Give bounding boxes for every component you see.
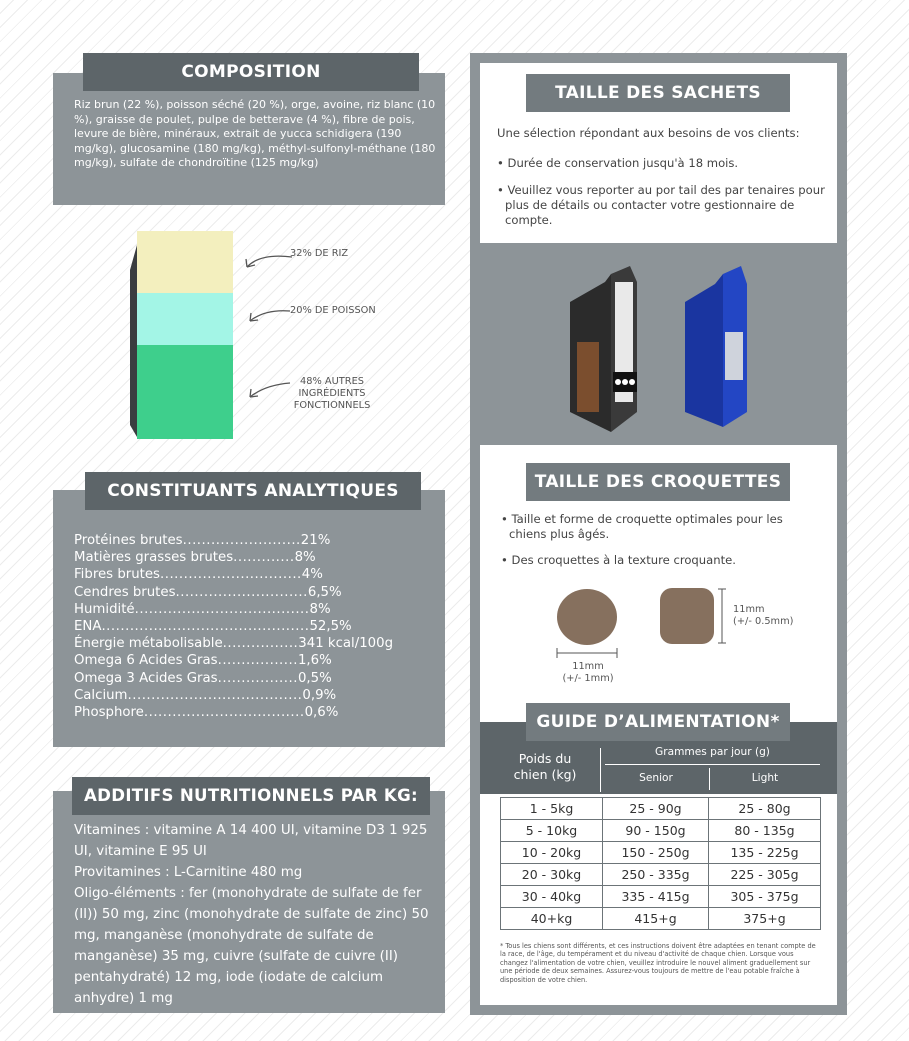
bag-black-white-icon bbox=[570, 266, 637, 432]
analytique-row bbox=[74, 549, 439, 566]
sachets-bullet-1: • Durée de conservation jusqu'à 18 mois. bbox=[497, 156, 739, 170]
analytique-value: 0,9% bbox=[302, 687, 337, 703]
analytique-row bbox=[74, 584, 439, 601]
analytique-dots: ................. bbox=[217, 653, 298, 669]
analytique-row bbox=[74, 601, 439, 618]
analytique-dots: ..................................... bbox=[127, 687, 303, 703]
sachets-title: TAILLE DES SACHETS bbox=[526, 74, 790, 112]
ingredient-bag-chart bbox=[120, 225, 420, 450]
analytique-row bbox=[74, 704, 439, 721]
analytique-value: 0,5% bbox=[297, 670, 332, 686]
bag-segment-riz bbox=[137, 231, 233, 293]
table-row bbox=[501, 864, 821, 886]
croquettes-bullet-1: • Taille et forme de croquette optimales pour les chiens plus âgés. bbox=[501, 512, 783, 541]
guide-footnote: * Tous les chiens sont différents, et ces instructions doivent être adaptées en tenant compte de la race, de l'âge, du tempérament et du niveau d'activité de chaque chien. Lorsque vous changez l'alimentation de votre chien, veuillez introduire le nouvel aliment graduellement sur une période de deux semaines. Assurez-vous toujours de mettre de l'eau potable fraîche à disposition de votre chien. bbox=[500, 942, 816, 984]
analytique-row bbox=[74, 670, 439, 687]
analytique-row bbox=[74, 652, 439, 669]
guide-col-senior: Senior bbox=[639, 772, 673, 784]
table-row bbox=[501, 908, 821, 930]
analytique-dots: ............................ bbox=[175, 584, 308, 600]
analytique-dots: ............. bbox=[233, 550, 295, 566]
cell-light: 25 - 80g bbox=[709, 798, 821, 820]
analytique-label: Protéines brutes bbox=[74, 533, 183, 548]
bag-images bbox=[565, 262, 765, 432]
analytique-dots: ......................... bbox=[182, 533, 301, 548]
cell-senior: 335 - 415g bbox=[603, 886, 709, 908]
analytiques-title: CONSTITUANTS ANALYTIQUES bbox=[85, 472, 421, 510]
cell-senior: 250 - 335g bbox=[603, 864, 709, 886]
additifs-provitamines: Provitamines : L-Carnitine 480 mg bbox=[74, 865, 303, 880]
bag-blue-icon bbox=[685, 266, 747, 427]
guide-col-grams: Grammes par jour (g) bbox=[655, 746, 770, 758]
guide-col-weight: Poids du chien (kg) bbox=[513, 751, 577, 782]
bag-segment-poisson bbox=[137, 293, 233, 345]
analytique-label: Omega 6 Acides Gras bbox=[74, 653, 218, 669]
additifs-text bbox=[74, 820, 436, 1009]
label-autres: 48% AUTRES INGRÉDIENTS FONCTIONNELS bbox=[293, 376, 371, 411]
analytique-value: 8% bbox=[294, 550, 316, 566]
arrow-autres bbox=[250, 383, 290, 397]
kibble-width: 11mm (+/- 1mm) bbox=[562, 661, 614, 684]
analytique-label: Fibres brutes bbox=[74, 567, 160, 583]
additifs-oligo: Oligo-éléments : fer (monohydrate de sulfate de fer (II)) 50 mg, zinc (monohydrate de sulfate de zinc) 50 mg, manganèse (monohydrate de sulfate de manganèse) 35 mg, cuivre (sulfate de cuivre (II) pentahydraté) 12 mg, iode (iodate de calcium anhydre) 1 mg bbox=[74, 886, 429, 1006]
guide-col-divider bbox=[600, 748, 601, 792]
croquettes-title: TAILLE DES CROQUETTES bbox=[526, 463, 790, 501]
table-row bbox=[501, 798, 821, 820]
cell-light: 80 - 135g bbox=[709, 820, 821, 842]
analytique-value: 52,5% bbox=[309, 619, 352, 635]
cell-light: 225 - 305g bbox=[709, 864, 821, 886]
label-poisson: 20% DE POISSON bbox=[290, 305, 376, 316]
cell-senior: 90 - 150g bbox=[603, 820, 709, 842]
cell-senior: 415+g bbox=[603, 908, 709, 930]
analytique-dots: ..................................... bbox=[134, 601, 310, 617]
table-row bbox=[501, 886, 821, 908]
sachets-bullet-2: • Veuillez vous reporter au por tail des par tenaires pour plus de détails ou contacter votre gestionnaire de compte. bbox=[497, 183, 825, 227]
cell-light: 135 - 225g bbox=[709, 842, 821, 864]
cell-weight: 30 - 40kg bbox=[501, 886, 603, 908]
analytique-value: 8% bbox=[309, 601, 331, 617]
analytique-label: Matières grasses brutes bbox=[74, 550, 234, 566]
guide-col-light: Light bbox=[751, 772, 779, 784]
analytique-value: 0,6% bbox=[304, 705, 339, 721]
cell-weight: 20 - 30kg bbox=[501, 864, 603, 886]
arrow-poisson bbox=[250, 311, 290, 321]
cell-weight: 5 - 10kg bbox=[501, 820, 603, 842]
cell-light: 375+g bbox=[709, 908, 821, 930]
analytique-value: 1,6% bbox=[297, 653, 332, 669]
kibble-illustration bbox=[550, 585, 740, 665]
analytique-label: Cendres brutes bbox=[74, 584, 176, 600]
analytique-label: Énergie métabolisable bbox=[74, 636, 223, 652]
analytique-row bbox=[74, 687, 439, 704]
kibble-height: 11mm (+/- 0.5mm) bbox=[733, 604, 794, 627]
analytique-dots: ............................................ bbox=[101, 619, 310, 635]
bag-segment-autres bbox=[137, 345, 233, 439]
composition-title: COMPOSITION bbox=[83, 53, 419, 91]
cell-weight: 10 - 20kg bbox=[501, 842, 603, 864]
analytique-dots: .............................. bbox=[159, 567, 302, 583]
label-riz: 32% DE RIZ bbox=[290, 248, 349, 259]
analytique-row bbox=[74, 635, 439, 652]
kibble-square-icon bbox=[660, 588, 714, 644]
cell-light: 305 - 375g bbox=[709, 886, 821, 908]
guide-table-wrap bbox=[500, 797, 821, 930]
analytique-row bbox=[74, 566, 439, 583]
table-row bbox=[501, 842, 821, 864]
cell-weight: 40+kg bbox=[501, 908, 603, 930]
analytique-label: ENA bbox=[74, 619, 102, 635]
analytique-value: 4% bbox=[301, 567, 323, 583]
analytique-label: Calcium bbox=[74, 687, 128, 703]
analytique-row bbox=[74, 532, 439, 549]
croquettes-bullet-2: • Des croquettes à la texture croquante. bbox=[501, 553, 736, 567]
analytique-label: Phosphore bbox=[74, 705, 144, 721]
table-row bbox=[501, 820, 821, 842]
guide-title: GUIDE D’ALIMENTATION* bbox=[526, 703, 790, 741]
analytique-value: 21% bbox=[300, 533, 331, 548]
analytique-dots: .................................. bbox=[143, 705, 305, 721]
analytique-label: Humidité bbox=[74, 601, 135, 617]
additifs-title: ADDITIFS NUTRITIONNELS PAR KG: bbox=[72, 777, 430, 815]
additifs-vitamines: Vitamines : vitamine A 14 400 UI, vitamine D3 1 925 UI, vitamine E 95 UI bbox=[74, 823, 428, 859]
analytique-value: 6,5% bbox=[307, 584, 342, 600]
analytique-dots: ................. bbox=[217, 670, 298, 686]
guide-grams-underline bbox=[605, 764, 820, 765]
bag-side bbox=[130, 245, 137, 437]
analytique-label: Omega 3 Acides Gras bbox=[74, 670, 218, 686]
analytique-dots: ................ bbox=[222, 636, 299, 652]
composition-text: Riz brun (22 %), poisson séché (20 %), orge, avoine, riz blanc (10 %), graisse de poulet, pulpe de betterave (4 %), fibre de pois, levure de bière, minéraux, extrait de yucca schidigera (190 mg/kg), glucosamine (180 mg/kg), méthyl-sulfonyl-méthane (180 mg/kg), sulfate de chondroïtine (125 mg/kg) bbox=[74, 98, 436, 170]
cell-senior: 150 - 250g bbox=[603, 842, 709, 864]
guide-sub-divider bbox=[709, 768, 710, 790]
sachets-intro: Une sélection répondant aux besoins de vos clients: bbox=[497, 126, 800, 140]
analytique-row bbox=[74, 618, 439, 635]
feeding-table bbox=[500, 797, 821, 930]
kibble-round-icon bbox=[557, 589, 617, 645]
cell-senior: 25 - 90g bbox=[603, 798, 709, 820]
cell-weight: 1 - 5kg bbox=[501, 798, 603, 820]
analytiques-list bbox=[74, 532, 439, 721]
analytique-value: 341 kcal/100g bbox=[298, 636, 394, 652]
